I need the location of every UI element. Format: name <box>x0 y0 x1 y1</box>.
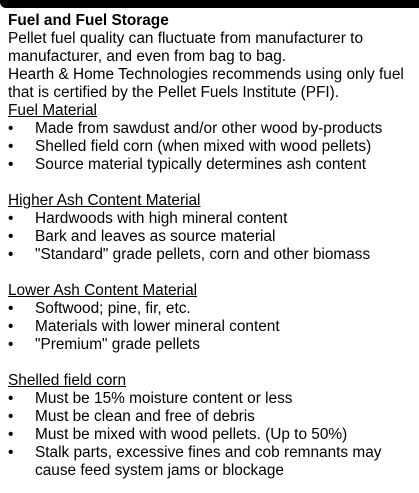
list-item <box>8 246 417 264</box>
list-item-text: Materials with lower mineral content <box>35 318 280 335</box>
list-item <box>8 444 417 480</box>
bullet-icon: • <box>8 156 14 173</box>
section-shelled-corn <box>8 372 417 480</box>
list-item-text: Source material typically determines ash content <box>35 156 367 173</box>
list-item-text: Stalk parts, excessive fines and cob remnants may cause feed system jams or blockage <box>35 444 382 479</box>
list-item-text: Softwood; pine, fir, etc. <box>35 300 191 317</box>
document-body <box>8 12 417 480</box>
list-item-text: Shelled field corn (when mixed with wood pellets) <box>35 138 372 155</box>
list-item-text: Must be clean and free of debris <box>35 408 255 425</box>
list-item-text: Must be 15% moisture content or less <box>35 390 293 407</box>
bullet-icon: • <box>8 120 14 137</box>
list-item <box>8 336 417 354</box>
list-item-text: Must be mixed with wood pellets. (Up to 50%) <box>35 426 348 443</box>
bullet-list <box>8 300 417 354</box>
recommendation-paragraph: Hearth & Home Technologies recommends using only fuel that is certified by the Pellet Fuels Institute (PFI). <box>8 66 404 101</box>
bullet-list <box>8 120 417 174</box>
section-lower-ash <box>8 282 417 354</box>
list-item <box>8 300 417 318</box>
list-item-text: Bark and leaves as source material <box>35 228 276 245</box>
bullet-icon: • <box>8 318 14 335</box>
bullet-icon: • <box>8 390 14 407</box>
section-fuel-material <box>8 102 417 174</box>
section-title: Higher Ash Content Material <box>8 192 201 209</box>
list-item <box>8 228 417 246</box>
bullet-icon: • <box>8 408 14 425</box>
bullet-list <box>8 210 417 264</box>
bullet-icon: • <box>8 210 14 227</box>
intro-paragraph: Pellet fuel quality can fluctuate from manufacturer to manufacturer, and even from bag to bag. <box>8 30 364 65</box>
bullet-icon: • <box>8 228 14 245</box>
page-title: Fuel and Fuel Storage <box>8 12 169 29</box>
bullet-icon: • <box>8 336 14 353</box>
bullet-icon: • <box>8 300 14 317</box>
section-title: Lower Ash Content Material <box>8 282 198 299</box>
section-higher-ash <box>8 192 417 264</box>
section-title: Shelled field corn <box>8 372 127 389</box>
bullet-icon: • <box>8 246 14 263</box>
bullet-icon: • <box>8 426 14 443</box>
bullet-icon: • <box>8 138 14 155</box>
list-item-text: "Premium" grade pellets <box>35 336 200 353</box>
bullet-list <box>8 390 417 480</box>
list-item <box>8 120 417 138</box>
list-item <box>8 156 417 174</box>
list-item <box>8 390 417 408</box>
list-item <box>8 318 417 336</box>
list-item <box>8 408 417 426</box>
list-item <box>8 426 417 444</box>
section-title: Fuel Material <box>8 102 97 119</box>
list-item-text: Made from sawdust and/or other wood by-products <box>35 120 383 137</box>
top-border-bar <box>0 0 419 8</box>
list-item-text: Hardwoods with high mineral content <box>35 210 288 227</box>
list-item <box>8 138 417 156</box>
list-item-text: "Standard" grade pellets, corn and other biomass <box>35 246 371 263</box>
list-item <box>8 210 417 228</box>
bullet-icon: • <box>8 444 14 461</box>
